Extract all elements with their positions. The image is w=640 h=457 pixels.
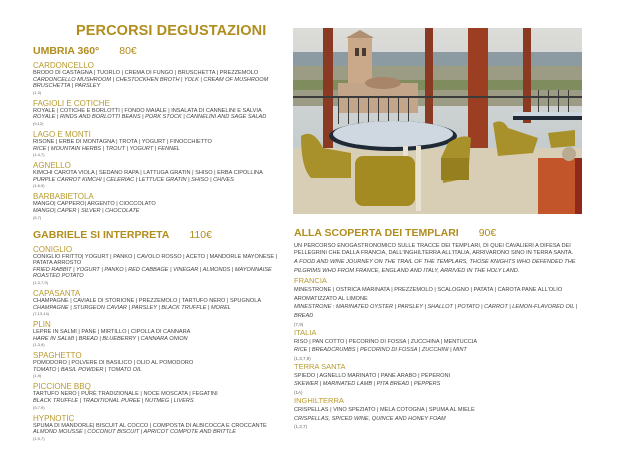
course-desc-it: POMODORO | POLVERE DI BASILICO | OLIO AL POMODORO — [33, 360, 194, 367]
course-item — [33, 161, 291, 188]
course-allergens: (1A) — [294, 389, 303, 395]
course-list — [33, 61, 291, 220]
course-item — [33, 99, 291, 126]
course-allergens: (1,3) — [33, 89, 42, 95]
course-allergens: (1,3,7,9) — [33, 279, 48, 285]
course-desc-it: ROYALE | COTICHE E BORLOTTI | FONDO MAIALE | INSALATA DI CANNELINI E SALVIA — [33, 107, 262, 114]
course-allergens: (9,12) — [33, 120, 44, 126]
menu-gabriele-header — [33, 229, 291, 241]
course-desc-en: ROYALE | RINDS AND BORLOTTI BEANS | PORK STOCK | CANNELINI AND SAGE SALAD — [33, 114, 267, 121]
course-desc-en: FRIED RABBIT | YOGURT | PANKO | RED CABBAGE | VINEGAR | ALMONDS | MAYONNAISE ROASTED POTATO — [33, 266, 272, 280]
course-name: HYPNOTIC — [33, 413, 75, 423]
course-name: PLIN — [33, 320, 51, 330]
course-desc-en: RICE | MOUNTAIN HERBS | TROUT | YOGURT | FENNEL — [33, 145, 180, 152]
course-allergens: (1,3,7,9) — [294, 355, 311, 361]
course-item — [33, 192, 291, 219]
course-allergens: (1,6,9) — [33, 183, 45, 189]
menu-price: 90€ — [478, 227, 497, 239]
restaurant-photo — [293, 28, 582, 214]
course-name: AGNELLO — [33, 161, 71, 171]
course-item — [33, 289, 291, 316]
course-item — [33, 61, 291, 95]
course-desc-it: RISONE | ERBE DI MONTAGNA | TROTA | YOGURT | FINOCCHIETTO — [33, 138, 212, 145]
course-item — [33, 245, 291, 285]
course-item — [294, 396, 594, 430]
course-item — [33, 320, 291, 347]
course-desc-it: CONIGLIO FRITTO| YOGURT | PANKO | CAVOLO ROSSO | ACETO | MANDORLE MAYONESE | PATATA ARROSTO — [33, 253, 278, 267]
course-desc-en: HARE IN SALMI | BREAD | BLUEBERRY | CANNARA ONION — [33, 335, 188, 342]
course-allergens: (5,7,9) — [33, 404, 45, 410]
course-desc-it: SPIEDO | AGNELLO MARINATO | PANE ARABO | PEPERONI — [294, 372, 451, 379]
course-allergens: (1,3,7) — [294, 424, 308, 430]
course-name: FAGIOLI E COTICHE — [33, 98, 110, 108]
course-allergens: (5,7) — [33, 214, 42, 220]
course-name: SPAGHETTO — [33, 351, 82, 361]
course-desc-it: CHAMPAGNE | CAVIALE DI STORIONE | PREZZEMOLO | TARTUFO NERO | SPUGNOLA — [33, 297, 262, 304]
course-desc-en: CARDONCELLO MUSHROOM | CHESTOCKHEN BROTH | YOLK | CREAM OF MUSHROOM BRUSCHETTA | PARSLEY — [33, 76, 269, 90]
course-item — [33, 414, 291, 441]
course-desc-en: CRISPELLAS, SPICED WINE, QUINCE AND HONEY FOAM — [294, 415, 446, 422]
course-allergens: (1,9) — [33, 373, 42, 379]
course-allergens: (7,13,14) — [33, 311, 50, 317]
course-name: TERRA SANTA — [294, 361, 346, 371]
course-item — [33, 382, 291, 409]
course-name: CARDONCELLO — [33, 61, 94, 70]
course-name: ITALIA — [294, 327, 317, 337]
menu-name: UMBRIA 360° — [33, 45, 100, 57]
course-list — [294, 276, 594, 430]
menu-price: 110€ — [189, 228, 212, 241]
course-name: LAGO E MONTI — [33, 129, 91, 139]
right-column — [294, 227, 594, 430]
course-item — [294, 362, 594, 396]
course-desc-it: LEPRE IN SALMI | PANE | MIRTILLO | CIPOLLA DI CANNARA — [33, 329, 191, 336]
menu-intro-en: A FOOD AND WINE JOURNEY ON THE TRAIL OF THE TEMPLARS, THOSE KNIGHTS WHO DEFENDED THE PILGRIMS WHO FROM FRANCE, ENGLAND AND ITALY, ARRIVED IN THE HOLY LAND. — [294, 259, 576, 274]
course-desc-it: BRODO DI CASTAGNA | TUORLO | CREMA DI FUNGO | BRUSCHETTA | PREZZEMOLO — [33, 70, 259, 76]
menu-name: ALLA SCOPERTA DEI TEMPLARI — [294, 227, 459, 239]
restaurant-photo-icon — [293, 28, 582, 214]
course-item — [33, 351, 291, 378]
menu-price: 80€ — [119, 45, 137, 57]
course-desc-it: MANGO| CAPPERO| ARGENTO | CIOCCOLATO — [33, 201, 156, 208]
course-list — [33, 245, 291, 441]
course-desc-it: MINESTRONE | OSTRICA MARINATA | PREZZEMOLO | SCALOGNO | PATATA | CAROTA PANE ALL'OLIO AROMATIZZATO AL LIMONE — [294, 287, 563, 302]
course-desc-it: TARTUFO NERO | PURÈ TRADIZIONALE | NOCE MOSCATA | FEGATINI — [33, 391, 218, 398]
course-item — [294, 276, 594, 327]
course-desc-it: RISO | PAN COTTO | PECORINO DI FOSSA | ZUCCHINA | MENTUCCIA — [294, 338, 478, 345]
menu-intro-it: UN PERCORSO ENOGASTRONOMICO SULLE TRACCE DEI TEMPLARI, DI QUEI CAVALIERI A DIFESA DEI PELLEGRINI CHE DALLA FRANCIA, DALL'INGHILTERRA ALL'ITALIA, ARRIVARONO SINO IN TERRA SANTA. — [294, 243, 574, 256]
course-desc-en: TOMATO | BASIL POWDER | TOMATO OIL — [33, 366, 142, 373]
course-name: CAPASANTA — [33, 288, 81, 298]
course-desc-en: BLACK TRUFFLE | TRADITIONAL PUREE | NUTMEG | LIVERS — [33, 398, 194, 405]
course-item — [33, 130, 291, 157]
course-name: PICCIONE BBQ — [33, 382, 91, 392]
course-item — [294, 328, 594, 362]
course-desc-it: SPUMA DI MANDORLE| BISCUIT AL COCCO | COMPOSTA DI ALBICOCCA E CROCCANTE — [33, 422, 267, 429]
course-allergens: (1,4,7) — [33, 152, 45, 158]
course-allergens: (1,3,9) — [33, 342, 45, 348]
course-allergens: (7,9) — [294, 321, 304, 327]
course-name: FRANCIA — [294, 276, 327, 286]
menu-templari-header — [294, 227, 594, 239]
menu-name: GABRIELE SI INTERPRETA — [33, 228, 170, 241]
course-allergens: (1,5,7) — [33, 435, 45, 441]
course-desc-en: PURPLE CARROT KIMCHI | CELERIAC | LETTUCE GRATIN | SHISO | CHIVES — [33, 176, 234, 183]
course-desc-en: SKEWER | MARINATED LAMB | PITA BREAD | PEPPERS — [294, 381, 441, 388]
course-desc-en: CHAMPAGNE | STURGEON CAVIAR | PARSLEY | BLACK TRUFFLE | MOREL — [33, 304, 231, 311]
course-desc-en: MINESTRONE : MARINATED OYSTER | PARSLEY | SHALLOT | POTATO | CARROT | LEMON-FLAVORED OIL | BREAD — [294, 304, 578, 319]
course-name: CONIGLIO — [33, 244, 73, 254]
left-column — [33, 45, 291, 445]
course-desc-en: MANGO| CAPER | SILVER | CHOCOLATE — [33, 207, 140, 214]
menu-umbria-header — [33, 45, 291, 57]
course-name: BARBABIETOLA — [33, 192, 94, 202]
course-desc-it: KIMCHI CAROTA VIOLA | SEDANO RAPA | LATTUGA GRATIN | SHISO | ERBA CIPOLLINA — [33, 170, 263, 177]
course-name: INGHILTERRA — [294, 395, 344, 405]
course-desc-en: RICE | BREADCRUMBS | PECORINO DI FOSSA | ZUCCHINI | MINT — [294, 347, 467, 354]
page-title: PERCORSI DEGUSTAZIONI — [76, 23, 267, 39]
course-desc-en: ALMOND MOUSSE | COCONUT BISCUIT | APRICOT COMPOTE AND BRITTLE — [33, 429, 236, 436]
course-desc-it: CRISPELLAS | VINO SPEZIATO | MELA COTOGNA | SPUMA AL MIELE — [294, 406, 475, 413]
